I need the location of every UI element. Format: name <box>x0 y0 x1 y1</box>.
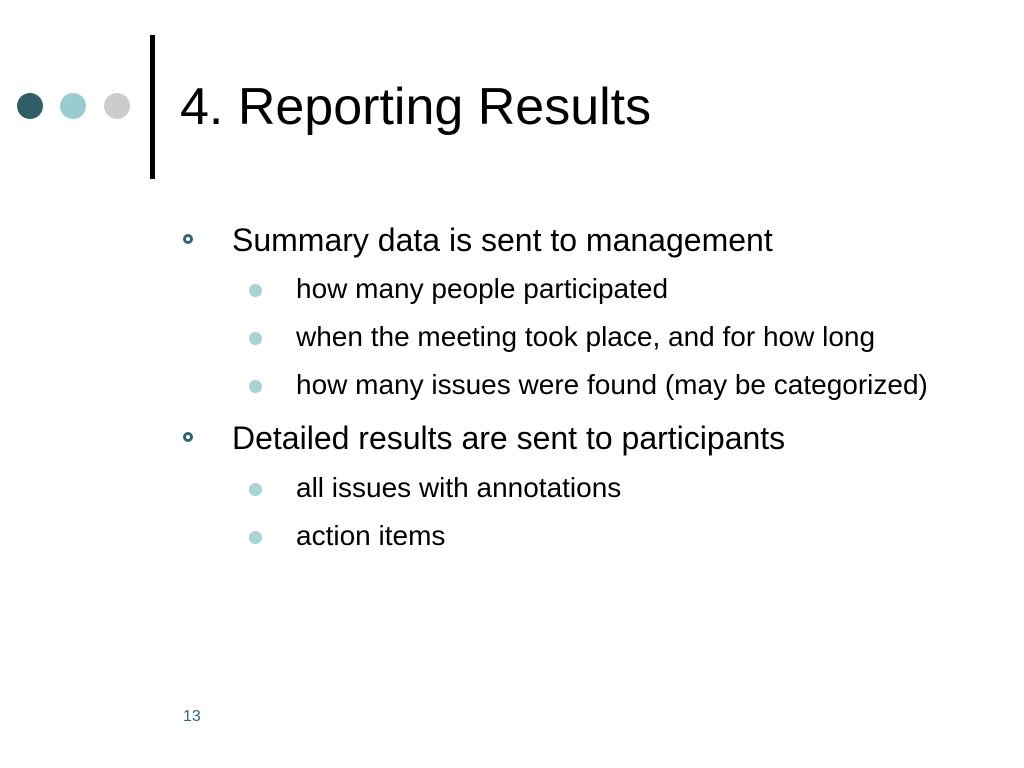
decorative-dots <box>17 93 137 123</box>
ring-bullet-icon <box>183 234 193 244</box>
sub-bullet-item <box>232 365 946 405</box>
sub-bullet-list <box>232 468 960 556</box>
sub-bullet-item <box>232 468 946 508</box>
decorative-dot-mid-icon <box>60 93 86 119</box>
sub-bullet-list <box>232 269 960 405</box>
sub-bullet-item <box>232 269 946 309</box>
slide-title: 4. Reporting Results <box>180 78 652 136</box>
title-divider <box>150 35 155 179</box>
sub-bullet-text: how many issues were found (may be categorized) <box>296 369 928 401</box>
decorative-dot-dark-icon <box>17 93 43 119</box>
dot-bullet-icon <box>249 284 262 297</box>
sub-bullet-text: when the meeting took place, and for how long <box>296 321 876 353</box>
dot-bullet-icon <box>249 531 262 544</box>
decorative-dot-light-icon <box>104 93 130 119</box>
sub-bullet-text: all issues with annotations <box>296 471 622 503</box>
bullet-item <box>180 221 960 405</box>
sub-bullet-item <box>232 516 946 556</box>
sub-bullet-text: how many people participated <box>296 273 669 305</box>
bullet-text: Summary data is sent to management <box>232 222 773 258</box>
dot-bullet-icon <box>249 380 262 393</box>
sub-bullet-text: action items <box>296 519 446 551</box>
sub-bullet-item <box>232 317 946 357</box>
dot-bullet-icon <box>249 332 262 345</box>
page-number: 13 <box>183 708 201 725</box>
bullet-list <box>180 221 960 570</box>
bullet-item <box>180 419 960 555</box>
bullet-text: Detailed results are sent to participants <box>232 420 786 457</box>
ring-bullet-icon <box>183 432 193 442</box>
dot-bullet-icon <box>249 483 262 496</box>
